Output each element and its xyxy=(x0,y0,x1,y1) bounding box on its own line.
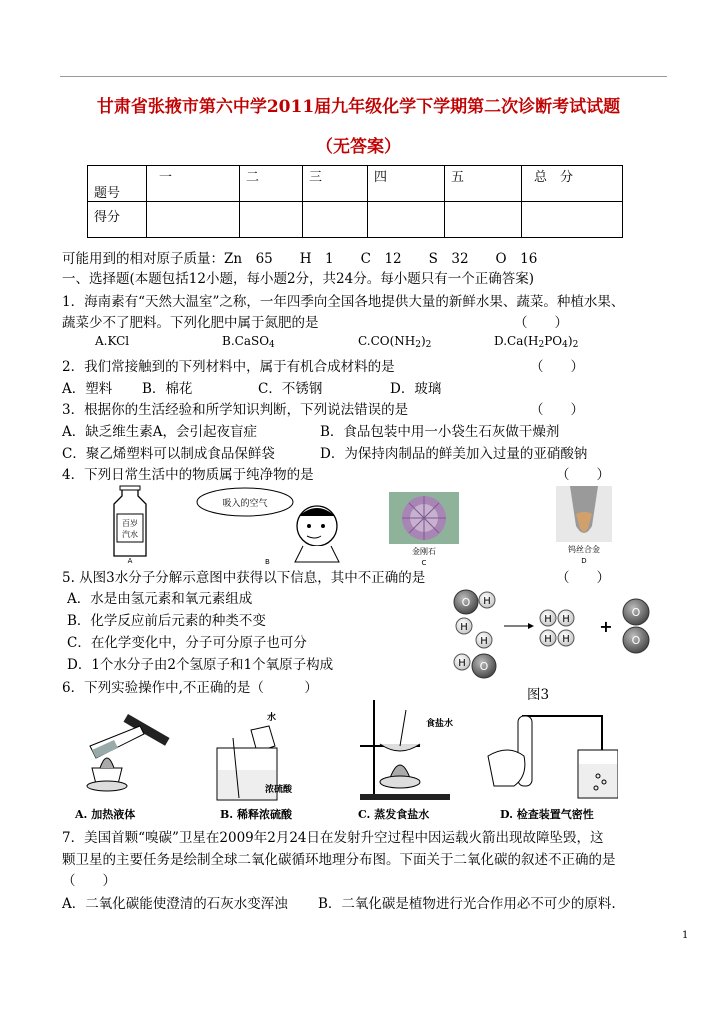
question-1-line1: 1．海南素有“天然大温室”之称，一年四季向全国各地提供大量的新鲜水果、蔬菜。种植水果、 xyxy=(62,294,625,310)
option-d[interactable]: $D.Ca(H_2PO_4)_2$ xyxy=(494,334,579,350)
score-col-3: 三 xyxy=(303,166,368,202)
score-cell[interactable] xyxy=(522,202,623,238)
question-4-stem: 4．下列日常生活中的物质属于纯净物的是 xyxy=(62,467,314,483)
figure-label: 图3 xyxy=(527,687,550,703)
soda-bottle-illustration xyxy=(100,484,160,564)
option-d[interactable]: D．玻璃 xyxy=(390,381,442,397)
score-cell[interactable] xyxy=(303,202,368,238)
heating-liquid-illustration xyxy=(70,706,185,806)
score-col-2: 二 xyxy=(240,166,303,202)
answer-paren[interactable]: （ ） xyxy=(62,873,116,889)
score-table xyxy=(87,165,623,238)
score-col-5: 五 xyxy=(445,166,522,202)
question-6-stem: 6．下列实验操作中,不正确的是（ ） xyxy=(62,680,318,696)
option-b[interactable]: B．化学反应前后元素的种类不变 xyxy=(67,613,266,629)
bottle-label-1: 百岁 xyxy=(122,519,138,528)
caption-b: B xyxy=(265,558,270,566)
caption-a: A xyxy=(127,557,133,564)
atom-hydrogen-label: H xyxy=(458,658,466,669)
atom-oxygen-label: O xyxy=(631,634,641,647)
caption-d-letter: D xyxy=(581,557,587,565)
atom-oxygen-label: O xyxy=(631,606,641,619)
atom-hydrogen-label: H xyxy=(544,634,552,645)
option-a[interactable]: A．塑料 xyxy=(62,381,113,397)
option-b[interactable]: B．棉花 xyxy=(142,381,193,397)
question-2-stem: 2．我们常接触到的下列材料中，属于有机合成材料的是 xyxy=(62,359,395,375)
score-cell[interactable] xyxy=(445,202,522,238)
option-d[interactable]: D．1个水分子由2个氢原子和1个氧原子构成 xyxy=(67,657,334,673)
answer-paren[interactable]: （ ） xyxy=(556,467,610,483)
question-7-line1: 7．美国首颗“嗅碳”卫星在2009年2月24日在发射升空过程中因运载火箭出现故障坠毁，这 xyxy=(62,830,604,846)
experiment-d-caption: D. 检查装置气密性 xyxy=(500,808,594,821)
option-c[interactable]: $C.CO(NH_2)_2$ xyxy=(358,334,432,350)
atom-hydrogen-label: H xyxy=(483,596,491,607)
score-col-4: 四 xyxy=(368,166,445,202)
experiment-b-caption: B. 稀释浓硫酸 xyxy=(220,808,292,821)
option-a[interactable]: A.KCl xyxy=(95,334,130,348)
airtightness-check-illustration xyxy=(478,706,618,806)
option-c[interactable]: C．聚乙烯塑料可以制成食品保鲜袋 xyxy=(62,446,275,462)
water-decomposition-diagram xyxy=(446,588,661,683)
question-5-stem: 5. 从图3水分子分解示意图中获得以下信息，其中不正确的是 xyxy=(62,570,426,586)
answer-paren[interactable]: （ ） xyxy=(530,359,584,375)
caption-d: 钨丝合金 xyxy=(568,545,600,554)
option-a[interactable]: A．二氧化碳能使澄清的石灰水变浑浊 xyxy=(62,896,288,912)
atom-hydrogen-label: H xyxy=(562,614,570,625)
score-cell[interactable] xyxy=(240,202,303,238)
section-heading: 一、选择题(本题包括12小题，每小题2分，共24分。每小题只有一个正确答案) xyxy=(62,271,534,287)
speech-bubble-text: 吸入的空气 xyxy=(222,499,268,509)
question-1-line2: 蔬菜少不了肥料。下列化肥中属于氮肥的是 xyxy=(62,315,319,331)
water-label: 水 xyxy=(267,713,277,723)
experiment-c-caption: C. 蒸发食盐水 xyxy=(358,808,430,821)
score-col-total: 总 分 xyxy=(522,166,623,202)
score-col-1: 一 xyxy=(147,166,240,202)
option-d[interactable]: D．为保持肉制品的鲜美加入过量的亚硝酸钠 xyxy=(320,446,588,462)
question-3-stem: 3．根据你的生活经验和所学知识判断，下列说法错误的是 xyxy=(62,402,409,418)
atom-hydrogen-label: H xyxy=(480,636,488,647)
option-a[interactable]: A．水是由氢元素和氧元素组成 xyxy=(67,591,253,607)
plus-sign: + xyxy=(599,617,613,636)
option-b[interactable]: B．食品包装中用一小袋生石灰做干燥剂 xyxy=(320,424,560,440)
option-b[interactable]: B．二氧化碳是植物进行光合作用必不可少的原料. xyxy=(318,896,616,912)
answer-paren[interactable]: （ ） xyxy=(556,570,610,586)
question-7-line2: 颗卫星的主要任务是绘制全球二氧化碳循环地理分布图。下面关于二氧化碳的叙述不正确的是 xyxy=(62,852,616,868)
bottle-label-2: 汽水 xyxy=(122,530,138,539)
option-c[interactable]: C．不锈钢 xyxy=(258,381,323,397)
atom-hydrogen-label: H xyxy=(544,614,552,625)
salt-water-label: 食盐水 xyxy=(426,719,454,729)
option-c[interactable]: C．在化学变化中，分子可分原子也可分 xyxy=(67,635,307,651)
score-header-label: 题号 xyxy=(88,166,147,202)
pen-nib-illustration xyxy=(552,484,618,568)
page-number: 1 xyxy=(682,930,689,941)
experiment-a-caption: A. 加热液体 xyxy=(75,808,136,821)
option-b[interactable]: B.CaSO$_4$ xyxy=(222,334,275,350)
page-title: 甘肃省张掖市第六中学2011届九年级化学下学期第二次诊断考试试题 xyxy=(96,97,621,117)
header-rule xyxy=(60,76,667,77)
score-row-label: 得分 xyxy=(88,202,147,238)
score-cell[interactable] xyxy=(368,202,445,238)
answer-paren[interactable]: （ ） xyxy=(514,315,568,331)
caption-c: 金刚石 xyxy=(412,547,436,556)
caption-c-letter: C xyxy=(421,559,427,567)
atom-oxygen-label: O xyxy=(461,596,471,609)
evaporating-salt-water-illustration xyxy=(340,696,470,806)
score-cell[interactable] xyxy=(147,202,240,238)
answer-paren[interactable]: （ ） xyxy=(530,402,584,418)
page-subtitle: （无答案） xyxy=(316,137,401,157)
diluting-acid-illustration xyxy=(205,708,305,806)
atom-hydrogen-label: H xyxy=(562,634,570,645)
diamond-illustration xyxy=(385,490,465,568)
option-a[interactable]: A．缺乏维生素A，会引起夜盲症 xyxy=(62,424,257,440)
atom-oxygen-label: O xyxy=(479,660,489,673)
acid-label: 浓硫酸 xyxy=(265,785,293,795)
atomic-masses: 可能用到的相对原子质量：Zn 65 H 1 C 12 S 32 O 16 xyxy=(62,251,538,267)
breathing-boy-illustration xyxy=(195,484,345,566)
atom-hydrogen-label: H xyxy=(460,622,468,633)
